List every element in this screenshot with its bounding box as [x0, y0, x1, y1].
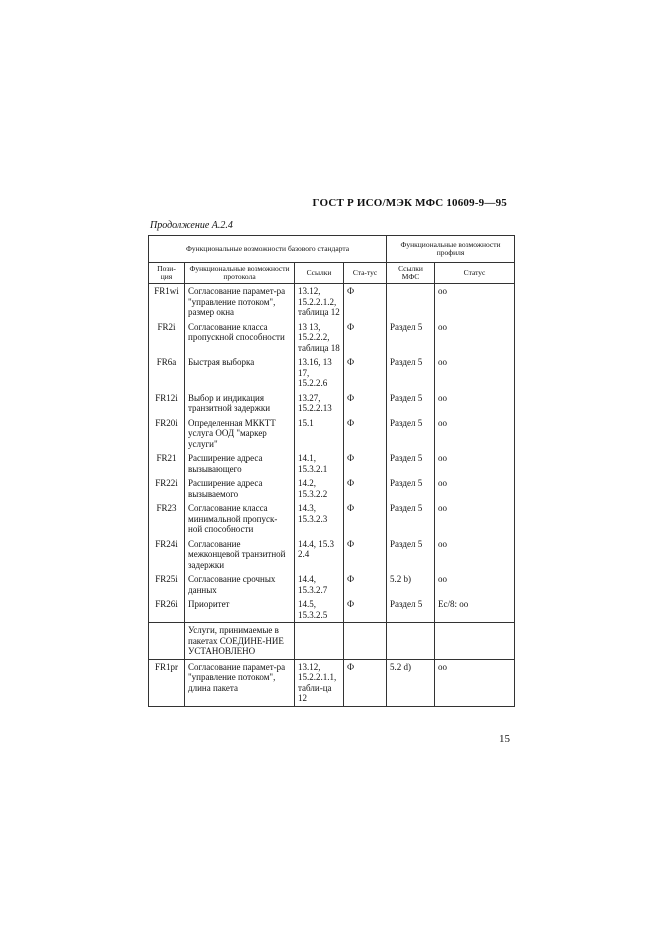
cell-capability: Согласование парамет-ра "управление потоком", размер окна [185, 284, 295, 320]
cell-position: FR12i [149, 391, 185, 416]
section-title: Услуги, принимаемые в пакетах СОЕДИНЕ-НИЕ УСТАНОВЛЕНО [185, 623, 295, 660]
cell-position: FR26i [149, 597, 185, 623]
cell-capability: Приоритет [185, 597, 295, 623]
cell-position-empty [149, 623, 185, 660]
table-row [149, 597, 515, 623]
table-row [149, 501, 515, 537]
cell-mfs-refs: Раздел 5 [387, 355, 435, 391]
cell-position: FR24i [149, 537, 185, 573]
cell-refs: 14.5, 15.3.2.5 [295, 597, 344, 623]
cell-status: Ф [344, 476, 387, 501]
cell-status: Ф [344, 572, 387, 597]
cell-mfs-refs: Раздел 5 [387, 537, 435, 573]
table-row [149, 416, 515, 452]
cell-status: Ф [344, 537, 387, 573]
cell-status: Ф [344, 659, 387, 706]
cell-profile-status: оо [435, 416, 515, 452]
cell-capability: Согласование срочных данных [185, 572, 295, 597]
cell-position: FR21 [149, 451, 185, 476]
cell-position: FR2i [149, 320, 185, 356]
section-row [149, 623, 515, 660]
cell-profile-status: оо [435, 284, 515, 320]
cell-position: FR22i [149, 476, 185, 501]
cell-capability: Согласование класса минимальной пропуск-ной способности [185, 501, 295, 537]
col-header-mfs-refs: Ссылки МФС [387, 263, 435, 284]
table-row [149, 355, 515, 391]
table-row [149, 391, 515, 416]
cell-refs: 13.12, 15.2.2.1.2, таблица 12 [295, 284, 344, 320]
cell-status: Ф [344, 284, 387, 320]
cell-status: Ф [344, 416, 387, 452]
col-header-profile-status: Статус [435, 263, 515, 284]
cell-profile-status: оо [435, 659, 515, 706]
cell-empty [387, 623, 435, 660]
cell-mfs-refs: Раздел 5 [387, 501, 435, 537]
table-row [149, 537, 515, 573]
cell-refs: 14.1, 15.3.2.1 [295, 451, 344, 476]
cell-refs: 13.12, 15.2.2.1.1, табли-ца 12 [295, 659, 344, 706]
cell-empty [435, 623, 515, 660]
cell-mfs-refs: Раздел 5 [387, 416, 435, 452]
cell-position: FR6a [149, 355, 185, 391]
table-row [149, 284, 515, 320]
cell-position: FR1wi [149, 284, 185, 320]
cell-refs: 13.16, 13 17, 15.2.2.6 [295, 355, 344, 391]
col-header-capability: Функциональные возможности протокола [185, 263, 295, 284]
capabilities-table [148, 235, 515, 707]
cell-status: Ф [344, 320, 387, 356]
cell-refs: 14.3, 15.3.2.3 [295, 501, 344, 537]
cell-mfs-refs: Раздел 5 [387, 451, 435, 476]
cell-refs: 14.4, 15.3.2.7 [295, 572, 344, 597]
col-header-refs: Ссылки [295, 263, 344, 284]
cell-mfs-refs: Раздел 5 [387, 320, 435, 356]
cell-profile-status: оо [435, 476, 515, 501]
table-row [149, 476, 515, 501]
table-row [149, 320, 515, 356]
cell-position: FR20i [149, 416, 185, 452]
cell-empty [295, 623, 344, 660]
cell-capability: Расширение адреса вызывающего [185, 451, 295, 476]
table-row [149, 572, 515, 597]
cell-mfs-refs: Раздел 5 [387, 597, 435, 623]
table-row [149, 451, 515, 476]
cell-capability: Согласование парамет-ра "управление потоком", длина пакета [185, 659, 295, 706]
cell-profile-status: оо [435, 320, 515, 356]
cell-mfs-refs [387, 284, 435, 320]
table-row [149, 659, 515, 706]
document-header: ГОСТ Р ИСО/МЭК МФС 10609-9—95 [312, 197, 507, 209]
cell-mfs-refs: Раздел 5 [387, 476, 435, 501]
cell-mfs-refs: 5.2 b) [387, 572, 435, 597]
cell-capability: Определенная МККТТ услуга ООД "маркер услуги" [185, 416, 295, 452]
cell-position: FR1pr [149, 659, 185, 706]
cell-status: Ф [344, 451, 387, 476]
cell-refs: 14.4, 15.3 2.4 [295, 537, 344, 573]
cell-profile-status: оо [435, 355, 515, 391]
group-header-profile: Функциональные возможности профиля [387, 236, 515, 263]
cell-capability: Быстрая выборка [185, 355, 295, 391]
cell-position: FR25i [149, 572, 185, 597]
cell-status: Ф [344, 355, 387, 391]
cell-refs: 13 13, 15.2.2.2, таблица 18 [295, 320, 344, 356]
cell-profile-status: оо [435, 537, 515, 573]
cell-profile-status: оо [435, 572, 515, 597]
cell-refs: 13.27, 15.2.2.13 [295, 391, 344, 416]
cell-capability: Расширение адреса вызываемого [185, 476, 295, 501]
cell-position: FR23 [149, 501, 185, 537]
cell-refs: 14.2, 15.3.2.2 [295, 476, 344, 501]
group-header-base: Функциональные возможности базового стандарта [149, 236, 387, 263]
col-header-status: Ста-тус [344, 263, 387, 284]
cell-capability: Согласование межконцевой транзитной задержки [185, 537, 295, 573]
cell-status: Ф [344, 391, 387, 416]
continuation-label: Продолжение А.2.4 [150, 220, 233, 231]
cell-empty [344, 623, 387, 660]
cell-mfs-refs: Раздел 5 [387, 391, 435, 416]
cell-profile-status: оо [435, 501, 515, 537]
cell-capability: Выбор и индикация транзитной задержки [185, 391, 295, 416]
page-number: 15 [499, 733, 510, 745]
cell-status: Ф [344, 501, 387, 537]
cell-capability: Согласование класса пропускной способности [185, 320, 295, 356]
cell-mfs-refs: 5.2 d) [387, 659, 435, 706]
cell-profile-status: оо [435, 451, 515, 476]
col-header-position: Пози-ция [149, 263, 185, 284]
cell-refs: 15.1 [295, 416, 344, 452]
cell-status: Ф [344, 597, 387, 623]
cell-profile-status: оо [435, 391, 515, 416]
cell-profile-status: Ес/8: оо [435, 597, 515, 623]
